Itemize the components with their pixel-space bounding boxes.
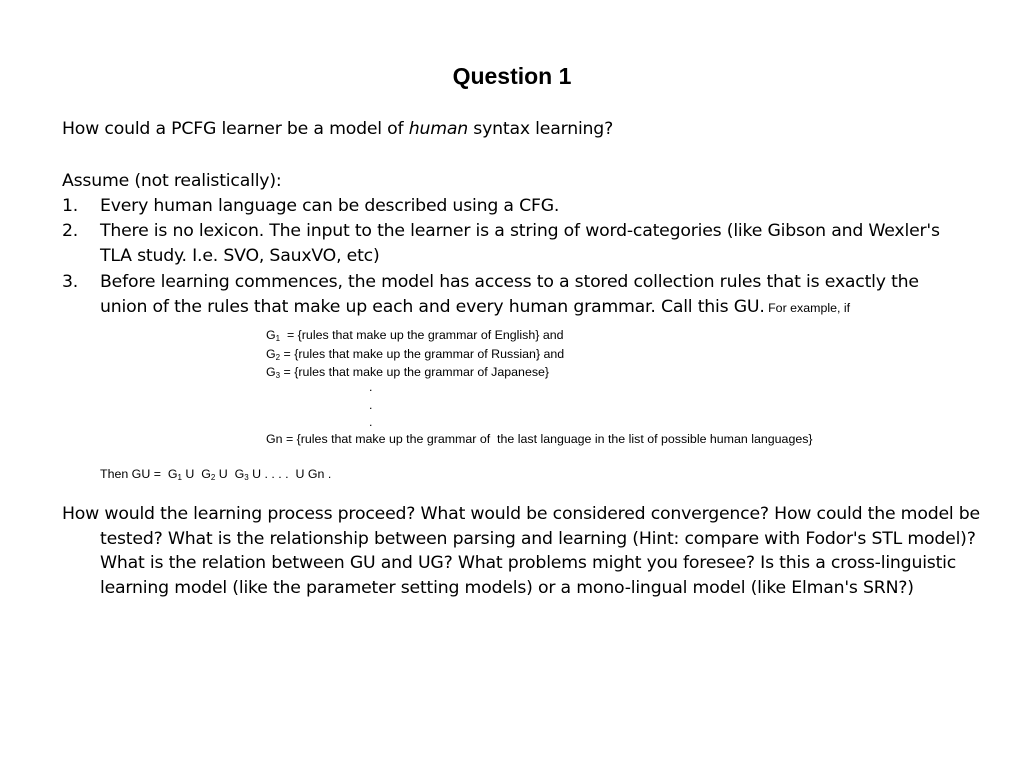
closing-questions: How would the learning process proceed? What would be considered convergence? How could the model be tested? What is the relationship between parsing and learning (Hint: compare with Fodor's STL model)? What is the relation between GU and UG? What problems might you foresee? Is this a cross-linguistic learning model (like the parameter setting models) or a mono-lingual model (like Elman's SRN?) bbox=[62, 504, 980, 598]
intro-before: How could a PCFG learner be a model of bbox=[62, 119, 409, 139]
grammar-line-2 bbox=[266, 346, 564, 366]
grammar-subscript-1: 1 bbox=[275, 334, 281, 343]
intro-emphasis: human bbox=[408, 119, 469, 139]
grammar-symbol-1: G bbox=[266, 328, 276, 342]
list-number-2: 2. bbox=[62, 221, 79, 241]
grammar-subscript-3: 3 bbox=[275, 371, 281, 380]
union-mid-1: U G bbox=[181, 467, 211, 481]
slide-title: Question 1 bbox=[452, 63, 572, 89]
union-subscript-2: 2 bbox=[210, 473, 216, 482]
grammar-line-n: Gn = {rules that make up the grammar of the last language in the list of possible human languages} bbox=[266, 432, 813, 446]
list-text-1: Every human language can be described using a CFG. bbox=[100, 196, 560, 216]
list-text-2: There is no lexicon. The input to the learner is a string of word-categories (like Gibson and Wexler's TLA study. I.e. SVO, SauxVO, etc) bbox=[100, 221, 940, 266]
union-mid-2: U G bbox=[215, 467, 245, 481]
ellipsis-dot-2: . bbox=[369, 398, 373, 412]
ellipsis-dot-3: . bbox=[369, 415, 373, 429]
grammar-text-3: = {rules that make up the grammar of Japanese} bbox=[280, 365, 550, 379]
list-item-1 bbox=[62, 194, 962, 219]
example-lead: For example, if bbox=[764, 301, 851, 315]
grammar-line-3 bbox=[266, 364, 549, 384]
list-item-2 bbox=[62, 219, 962, 269]
grammar-text-2: = {rules that make up the grammar of Russian} and bbox=[280, 347, 565, 361]
grammar-subscript-2: 2 bbox=[275, 353, 281, 362]
intro-question bbox=[62, 117, 962, 142]
list-item-3 bbox=[62, 270, 962, 321]
intro-after: syntax learning? bbox=[468, 119, 614, 139]
grammar-symbol-3: G bbox=[266, 365, 276, 379]
list-text-3-wrap bbox=[100, 270, 962, 321]
grammar-text-1: = {rules that make up the grammar of English} and bbox=[280, 328, 564, 342]
assume-heading: Assume (not realistically): bbox=[62, 171, 282, 191]
union-definition bbox=[100, 466, 331, 486]
union-lead: Then GU = G bbox=[100, 467, 178, 481]
union-subscript-3: 3 bbox=[244, 473, 249, 482]
grammar-symbol-2: G bbox=[266, 347, 276, 361]
union-subscript-1: 1 bbox=[177, 473, 182, 482]
list-number-3: 3. bbox=[62, 272, 79, 292]
ellipsis-dot-1: . bbox=[369, 380, 373, 394]
grammar-line-1 bbox=[266, 327, 564, 347]
list-number-1: 1. bbox=[62, 196, 79, 216]
union-tail: U . . . . U Gn . bbox=[248, 467, 332, 481]
list-text-3: Before learning commences, the model has access to a stored collection rules that is exactly the union of the rules that make up each and every human grammar. Call this GU. bbox=[100, 272, 919, 317]
